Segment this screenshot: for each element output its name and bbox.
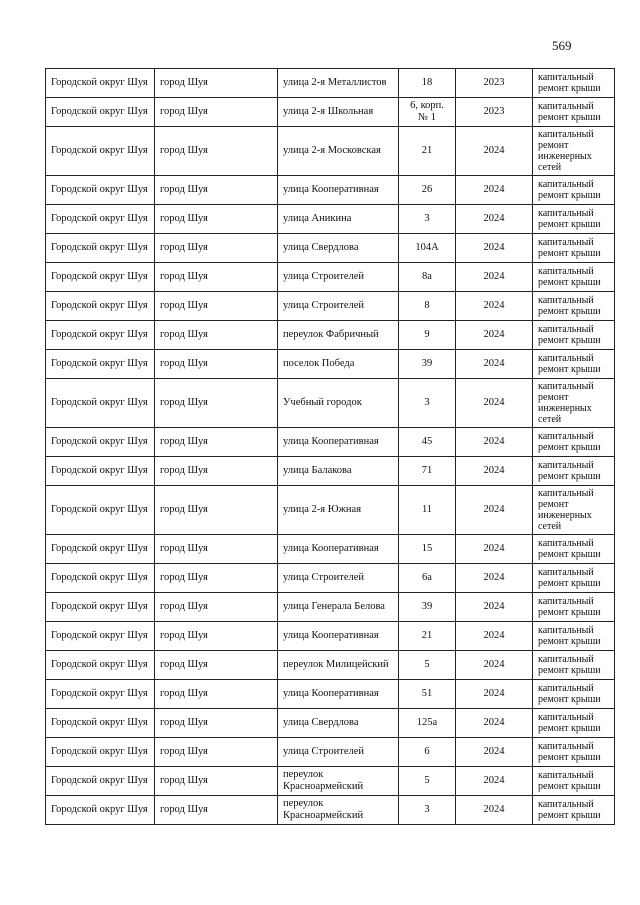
cell-street: улица Генерала Белова: [278, 593, 399, 622]
cell-work-type: капитальный ремонт крыши: [533, 263, 615, 292]
cell-work-type: капитальный ремонт крыши: [533, 767, 615, 796]
cell-city: город Шуя: [155, 263, 278, 292]
cell-year: 2024: [456, 234, 533, 263]
cell-city: город Шуя: [155, 767, 278, 796]
cell-city: город Шуя: [155, 321, 278, 350]
cell-district: Городской округ Шуя: [46, 350, 155, 379]
cell-year: 2024: [456, 176, 533, 205]
cell-house-number: 39: [399, 593, 456, 622]
table-row: [46, 98, 615, 127]
cell-work-type: капитальный ремонт крыши: [533, 680, 615, 709]
cell-street: улица 2-я Южная: [278, 486, 399, 535]
table-row: [46, 564, 615, 593]
cell-district: Городской округ Шуя: [46, 428, 155, 457]
table-row: [46, 69, 615, 98]
cell-house-number: 3: [399, 379, 456, 428]
cell-district: Городской округ Шуя: [46, 176, 155, 205]
cell-district: Городской округ Шуя: [46, 234, 155, 263]
cell-work-type: капитальный ремонт крыши: [533, 321, 615, 350]
cell-work-type: капитальный ремонт крыши: [533, 428, 615, 457]
cell-year: 2024: [456, 680, 533, 709]
cell-city: город Шуя: [155, 350, 278, 379]
cell-house-number: 15: [399, 535, 456, 564]
cell-street: улица Кооперативная: [278, 622, 399, 651]
cell-house-number: 51: [399, 680, 456, 709]
cell-house-number: 8: [399, 292, 456, 321]
cell-work-type: капитальный ремонт крыши: [533, 738, 615, 767]
cell-house-number: 18: [399, 69, 456, 98]
cell-year: 2024: [456, 535, 533, 564]
cell-district: Городской округ Шуя: [46, 205, 155, 234]
cell-year: 2024: [456, 486, 533, 535]
cell-work-type: капитальный ремонт крыши: [533, 69, 615, 98]
table-row: [46, 321, 615, 350]
cell-work-type: капитальный ремонт крыши: [533, 176, 615, 205]
cell-city: город Шуя: [155, 593, 278, 622]
cell-work-type: капитальный ремонт крыши: [533, 234, 615, 263]
cell-street: улица Строителей: [278, 738, 399, 767]
cell-house-number: 104А: [399, 234, 456, 263]
cell-district: Городской округ Шуя: [46, 535, 155, 564]
cell-year: 2024: [456, 292, 533, 321]
cell-year: 2024: [456, 564, 533, 593]
cell-district: Городской округ Шуя: [46, 564, 155, 593]
cell-year: 2024: [456, 738, 533, 767]
cell-city: город Шуя: [155, 98, 278, 127]
cell-city: город Шуя: [155, 292, 278, 321]
cell-district: Городской округ Шуя: [46, 622, 155, 651]
cell-work-type: капитальный ремонт крыши: [533, 205, 615, 234]
cell-street: улица Строителей: [278, 564, 399, 593]
table-row: [46, 680, 615, 709]
cell-street: улица Балакова: [278, 457, 399, 486]
cell-house-number: 26: [399, 176, 456, 205]
cell-street: улица 2-я Металлистов: [278, 69, 399, 98]
cell-year: 2024: [456, 350, 533, 379]
cell-district: Городской округ Шуя: [46, 680, 155, 709]
cell-house-number: 3: [399, 205, 456, 234]
cell-year: 2024: [456, 457, 533, 486]
cell-house-number: 21: [399, 622, 456, 651]
cell-house-number: 6, корп. № 1: [399, 98, 456, 127]
cell-house-number: 5: [399, 767, 456, 796]
cell-year: 2024: [456, 321, 533, 350]
cell-year: 2024: [456, 263, 533, 292]
cell-house-number: 9: [399, 321, 456, 350]
table-row: [46, 535, 615, 564]
table-row: [46, 205, 615, 234]
cell-city: город Шуя: [155, 69, 278, 98]
cell-city: город Шуя: [155, 622, 278, 651]
cell-year: 2024: [456, 205, 533, 234]
cell-work-type: капитальный ремонт крыши: [533, 651, 615, 680]
cell-street: улица Кооперативная: [278, 680, 399, 709]
cell-year: 2024: [456, 379, 533, 428]
cell-street: улица Кооперативная: [278, 176, 399, 205]
cell-street: переулок Красноармейский: [278, 767, 399, 796]
cell-city: город Шуя: [155, 486, 278, 535]
cell-city: город Шуя: [155, 379, 278, 428]
cell-district: Городской округ Шуя: [46, 321, 155, 350]
table-row: [46, 292, 615, 321]
cell-house-number: 125а: [399, 709, 456, 738]
cell-year: 2024: [456, 709, 533, 738]
cell-district: Городской округ Шуя: [46, 767, 155, 796]
cell-street: переулок Фабричный: [278, 321, 399, 350]
cell-year: 2023: [456, 69, 533, 98]
cell-district: Городской округ Шуя: [46, 127, 155, 176]
cell-work-type: капитальный ремонт инженерных сетей: [533, 379, 615, 428]
cell-street: улица Кооперативная: [278, 428, 399, 457]
cell-district: Городской округ Шуя: [46, 263, 155, 292]
cell-city: город Шуя: [155, 127, 278, 176]
cell-district: Городской округ Шуя: [46, 379, 155, 428]
cell-district: Городской округ Шуя: [46, 486, 155, 535]
page-number: 569: [552, 38, 572, 53]
cell-district: Городской округ Шуя: [46, 651, 155, 680]
cell-city: город Шуя: [155, 709, 278, 738]
cell-house-number: 3: [399, 796, 456, 825]
cell-street: улица Свердлова: [278, 234, 399, 263]
cell-house-number: 11: [399, 486, 456, 535]
cell-district: Городской округ Шуя: [46, 98, 155, 127]
cell-street: улица Аникина: [278, 205, 399, 234]
cell-street: улица Строителей: [278, 263, 399, 292]
cell-district: Городской округ Шуя: [46, 292, 155, 321]
cell-house-number: 6а: [399, 564, 456, 593]
cell-work-type: капитальный ремонт крыши: [533, 622, 615, 651]
cell-city: город Шуя: [155, 535, 278, 564]
cell-house-number: 45: [399, 428, 456, 457]
cell-city: город Шуя: [155, 176, 278, 205]
cell-house-number: 39: [399, 350, 456, 379]
cell-year: 2024: [456, 767, 533, 796]
cell-district: Городской округ Шуя: [46, 457, 155, 486]
cell-city: город Шуя: [155, 234, 278, 263]
table-row: [46, 593, 615, 622]
cell-district: Городской округ Шуя: [46, 593, 155, 622]
cell-house-number: 6: [399, 738, 456, 767]
cell-work-type: капитальный ремонт крыши: [533, 593, 615, 622]
cell-street: улица 2-я Школьная: [278, 98, 399, 127]
cell-year: 2024: [456, 428, 533, 457]
cell-street: поселок Победа: [278, 350, 399, 379]
cell-street: переулок Милицейский: [278, 651, 399, 680]
cell-district: Городской округ Шуя: [46, 796, 155, 825]
cell-district: Городской округ Шуя: [46, 69, 155, 98]
cell-year: 2024: [456, 651, 533, 680]
cell-street: улица Кооперативная: [278, 535, 399, 564]
cell-work-type: капитальный ремонт крыши: [533, 98, 615, 127]
table-row: [46, 767, 615, 796]
cell-work-type: капитальный ремонт крыши: [533, 709, 615, 738]
cell-work-type: капитальный ремонт крыши: [533, 350, 615, 379]
cell-street: улица Строителей: [278, 292, 399, 321]
cell-work-type: капитальный ремонт крыши: [533, 457, 615, 486]
table-row: [46, 738, 615, 767]
cell-city: город Шуя: [155, 564, 278, 593]
table-row: [46, 350, 615, 379]
table-row: [46, 622, 615, 651]
cell-year: 2023: [456, 98, 533, 127]
cell-street: Учебный городок: [278, 379, 399, 428]
table-row: [46, 651, 615, 680]
cell-city: город Шуя: [155, 796, 278, 825]
cell-work-type: капитальный ремонт крыши: [533, 292, 615, 321]
cell-city: город Шуя: [155, 651, 278, 680]
table-row: [46, 457, 615, 486]
table-row: [46, 428, 615, 457]
cell-house-number: 8а: [399, 263, 456, 292]
cell-year: 2024: [456, 593, 533, 622]
cell-city: город Шуя: [155, 738, 278, 767]
cell-work-type: капитальный ремонт инженерных сетей: [533, 486, 615, 535]
cell-city: город Шуя: [155, 205, 278, 234]
table-row: [46, 176, 615, 205]
cell-work-type: капитальный ремонт крыши: [533, 564, 615, 593]
cell-city: город Шуя: [155, 680, 278, 709]
cell-work-type: капитальный ремонт инженерных сетей: [533, 127, 615, 176]
table-row: [46, 796, 615, 825]
table-row: [46, 234, 615, 263]
cell-city: город Шуя: [155, 428, 278, 457]
cell-street: улица Свердлова: [278, 709, 399, 738]
cell-street: переулок Красноармейский: [278, 796, 399, 825]
cell-house-number: 5: [399, 651, 456, 680]
table-row: [46, 127, 615, 176]
table-row: [46, 486, 615, 535]
cell-house-number: 21: [399, 127, 456, 176]
cell-district: Городской округ Шуя: [46, 709, 155, 738]
cell-year: 2024: [456, 796, 533, 825]
cell-year: 2024: [456, 622, 533, 651]
table-row: [46, 263, 615, 292]
cell-work-type: капитальный ремонт крыши: [533, 796, 615, 825]
cell-city: город Шуя: [155, 457, 278, 486]
table-row: [46, 379, 615, 428]
cell-year: 2024: [456, 127, 533, 176]
cell-house-number: 71: [399, 457, 456, 486]
table-row: [46, 709, 615, 738]
cell-work-type: капитальный ремонт крыши: [533, 535, 615, 564]
repair-schedule-table: [45, 68, 615, 825]
cell-district: Городской округ Шуя: [46, 738, 155, 767]
cell-street: улица 2-я Московская: [278, 127, 399, 176]
